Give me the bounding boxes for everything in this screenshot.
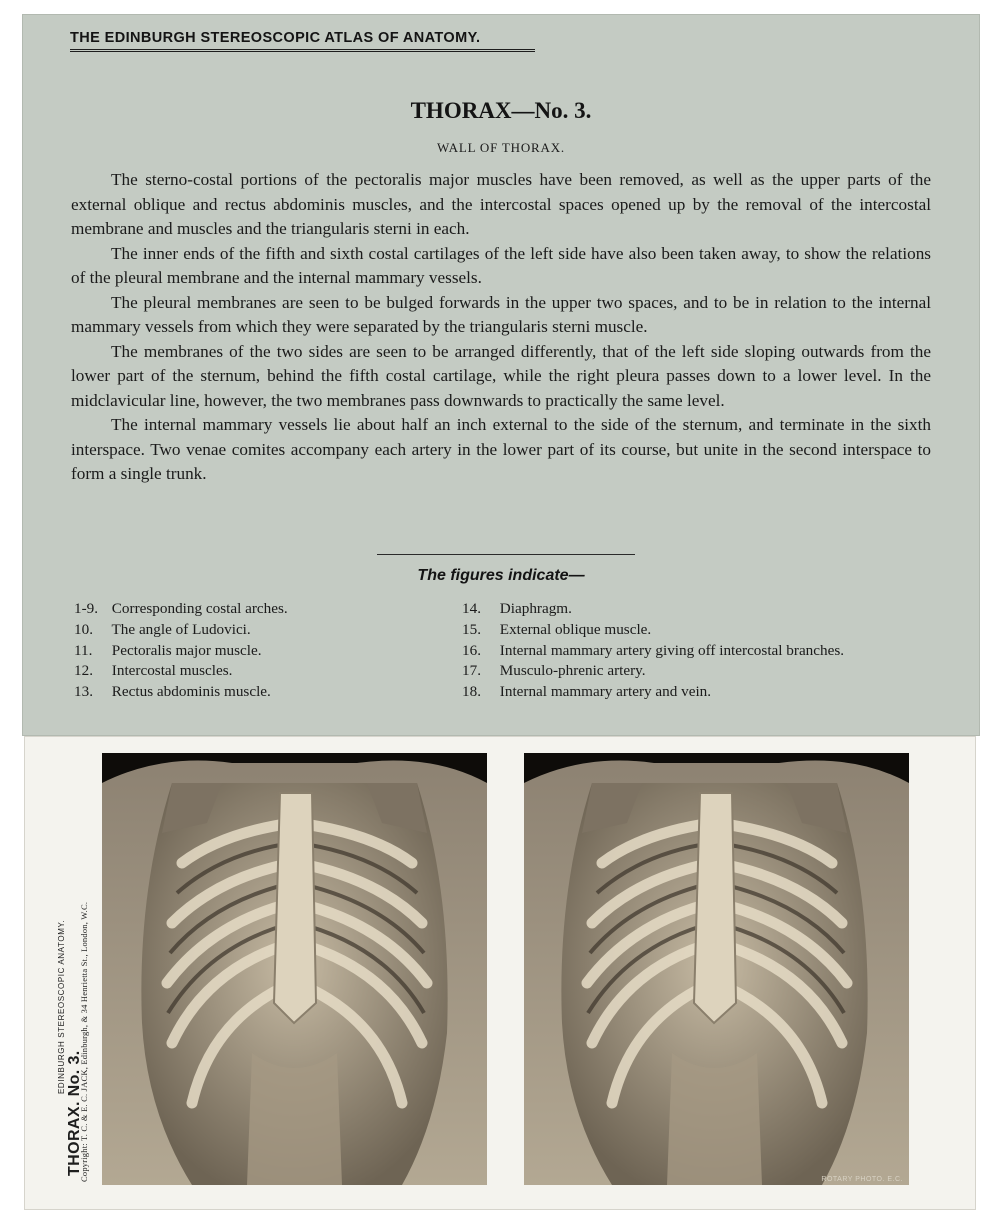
legend-text: Musculo-phrenic artery. (499, 662, 646, 680)
side-caption (34, 746, 94, 1182)
legend-number: 11. (74, 641, 93, 659)
legend-number: 13. (74, 683, 93, 701)
plate-title: THORAX—No. 3. (410, 98, 592, 123)
legend-number: 1-9. (74, 600, 99, 617)
legend-item (74, 620, 434, 641)
legend-number: 12. (74, 662, 93, 680)
legend-item (74, 661, 434, 682)
legend-item (462, 620, 962, 641)
legend-number: 18. (462, 683, 481, 701)
legend-item (462, 661, 962, 682)
legend-text: Internal mammary artery giving off intercostal branches. (499, 641, 845, 659)
legend-item (74, 682, 434, 703)
legend-text: External oblique muscle. (499, 620, 652, 638)
legend-item (74, 641, 434, 662)
paragraph: The pleural membranes are seen to be bulged forwards in the upper two spaces, and to be in relation to the internal mammary vessels from which they were separated by the triangularis sterni muscle. (71, 292, 931, 336)
legend-number: 15. (462, 620, 481, 638)
copyright-line: Copyright: T. C. & E. C. JACK, Edinburgh, & 34 Henrietta St., London, W.C. (79, 901, 89, 1182)
plate-subtitle: WALL OF THORAX. (437, 140, 565, 155)
stereo-photo-right (524, 753, 909, 1185)
description-text (71, 168, 931, 487)
legend-text: Internal mammary artery and vein. (499, 683, 712, 701)
thorax-photo-icon (102, 753, 487, 1185)
thorax-photo-icon (524, 753, 909, 1185)
series-title: THE EDINBURGH STEREOSCOPIC ATLAS OF ANATOMY. (70, 30, 535, 52)
text-card (22, 14, 980, 736)
legend-number: 14. (462, 600, 481, 617)
legend-item (74, 599, 434, 620)
legend-text: Rectus abdominis muscle. (111, 683, 271, 701)
photo-credit: ROTARY PHOTO. E.C. (821, 1176, 903, 1183)
legend-text: The angle of Ludovici. (111, 620, 251, 638)
divider (377, 554, 635, 555)
legend-text: Intercostal muscles. (111, 662, 233, 680)
side-title-text: THORAX. No. 3. (66, 1050, 83, 1176)
stereo-card (24, 736, 976, 1210)
legend-item (462, 641, 962, 662)
legend-text: Diaphragm. (499, 600, 572, 617)
legend-left-column (74, 599, 434, 703)
legend-number: 17. (462, 662, 481, 680)
paragraph: The membranes of the two sides are seen to be arranged differently, that of the left side sloping outwards from the lower part of the sternum, behind the fifth costal cartilage, while the right pleura passes down to a lower level. In the midclavicular line, however, the two membranes pass downwards to practically the same level. (71, 341, 931, 410)
stereo-photo-left (102, 753, 487, 1185)
legend-text: Corresponding costal arches. (111, 600, 288, 617)
paragraph: The inner ends of the fifth and sixth costal cartilages of the left side have also been taken away, to show the relations of the pleural membrane and the internal mammary vessels. (71, 243, 931, 287)
paragraph: The internal mammary vessels lie about half an inch external to the side of the sternum, and terminate in the sixth interspace. Two venae comites accompany each artery in the lower part of its course, but unite in the second interspace to form a single trunk. (71, 415, 931, 483)
figures-heading: The figures indicate— (417, 567, 585, 584)
side-subtitle: EDINBURGH STEREOSCOPIC ANATOMY. (57, 919, 66, 1094)
paragraph: The sterno-costal portions of the pectoralis major muscles have been removed, as well as the upper parts of the external oblique and rectus abdominis muscles, and the intercostal spaces opened up by the removal of the intercostal membrane and muscles and the triangularis sterni in each. (71, 170, 931, 238)
legend-number: 10. (74, 620, 93, 638)
legend-item (462, 682, 962, 703)
legend-item (462, 599, 962, 620)
legend-right-column (462, 599, 962, 703)
legend-number: 16. (462, 641, 481, 659)
legend-text: Pectoralis major muscle. (111, 641, 262, 659)
